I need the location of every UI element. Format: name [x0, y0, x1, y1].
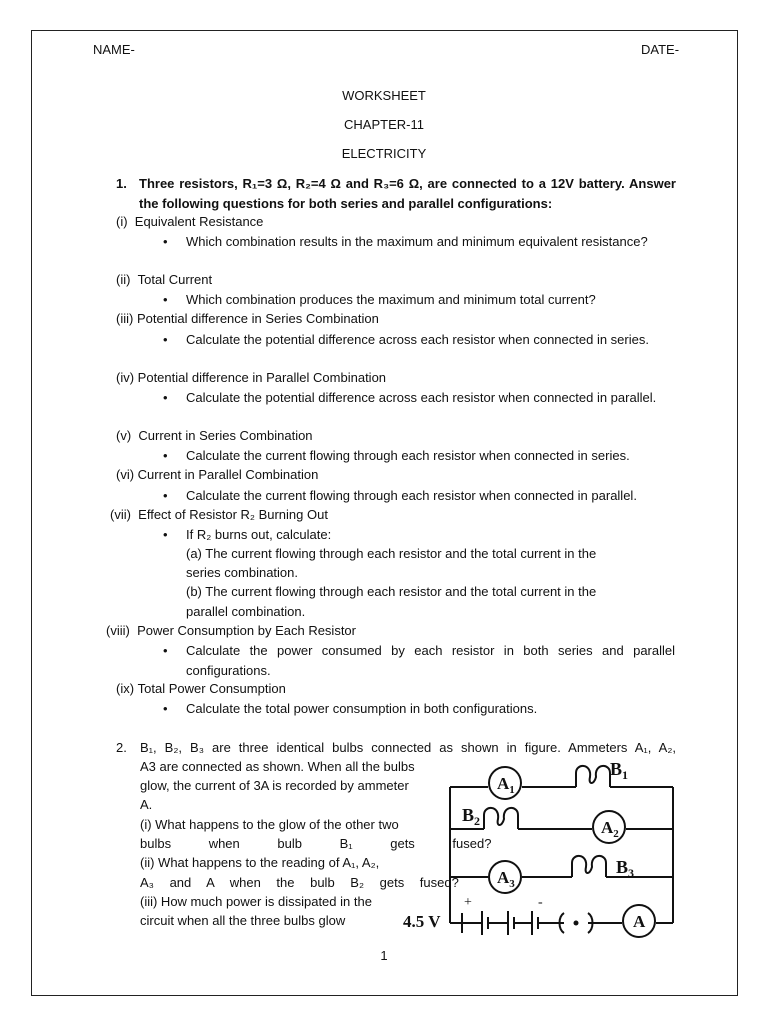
bulb-b3-icon — [572, 856, 606, 877]
part-v-title — [116, 426, 313, 446]
bulb-b1-label: $B_1$ — [610, 759, 629, 782]
part-title: Effect of Resistor R₂ Burning Out — [138, 507, 328, 522]
part-title: Current in Series Combination — [138, 428, 313, 443]
part-roman: (iv) — [116, 370, 135, 385]
bullet-icon: • — [163, 527, 168, 542]
part-iii-title — [116, 309, 379, 329]
question-2-line-6: bulbs when bulb B₁ gets fused? — [140, 836, 492, 851]
bullet-icon: • — [163, 292, 168, 307]
question-2-line-10: circuit when all the three bulbs glow — [140, 913, 346, 928]
part-iv-title — [116, 368, 386, 388]
chapter-title: CHAPTER-11 — [344, 117, 424, 132]
part-title: Current in Parallel Combination — [137, 467, 319, 482]
part-roman: (viii) — [106, 623, 130, 638]
question-text: Three resistors, R₁=3 Ω, R₂=4 Ω and R₃=6 Ω, are connected to a 12V battery. Answer the following questions for both series and parallel configurations: — [139, 176, 676, 211]
battery-plus-label: + — [464, 895, 472, 910]
part-title: Equivalent Resistance — [134, 214, 264, 229]
bullet-text: Calculate the current flowing through each resistor when connected in series. — [186, 448, 630, 463]
voltage-label: 4.5 V — [403, 912, 441, 931]
part-i-title — [116, 212, 263, 232]
bullet-icon: • — [163, 448, 168, 463]
question-2-line-4: A. — [140, 797, 153, 812]
battery-icon — [462, 911, 542, 935]
part-vi-title — [116, 465, 318, 485]
bullet-text: Calculate the potential difference across each resistor when connected in parallel. — [186, 390, 657, 405]
bullet-icon: • — [163, 390, 168, 405]
question-2-line-8: A₃ and A when the bulb B₂ gets fused? — [140, 875, 459, 890]
date-label: DATE- — [641, 42, 680, 57]
part-roman: (ix) — [116, 681, 135, 696]
bulb-b2-label: $B_2$ — [462, 805, 481, 828]
part-vii-extra-b: (b) The current flowing through each resistor and the total current in the — [186, 584, 597, 599]
ammeter-a3-label: $A_3$ — [497, 868, 515, 890]
worksheet-title: WORKSHEET — [342, 88, 426, 103]
part-title: Potential difference in Series Combination — [136, 311, 379, 326]
bullet-text: Calculate the total power consumption in both configurations. — [186, 701, 538, 716]
part-title: Total Power Consumption — [137, 681, 286, 696]
part-roman: (vii) — [110, 507, 131, 522]
battery-minus-label: - — [538, 895, 543, 910]
part-vii-title — [110, 505, 328, 525]
bullet-icon: • — [163, 488, 168, 503]
part-vii-extra-b-cont: parallel combination. — [186, 604, 306, 619]
part-roman: (v) — [116, 428, 132, 443]
part-title: Power Consumption by Each Resistor — [137, 623, 356, 638]
bullet-text: Which combination results in the maximum and minimum equivalent resistance? — [186, 234, 648, 249]
part-vii-extra-a: (a) The current flowing through each resistor and the total current in the — [186, 546, 597, 561]
bulb-b2-icon — [484, 808, 518, 829]
part-ii-title — [116, 270, 212, 290]
bullet-icon: • — [163, 234, 168, 249]
question-2-line-7: (ii) What happens to the reading of A₁, A₂, — [140, 855, 380, 870]
plug-key-icon — [560, 913, 593, 933]
bullet-text: Which combination produces the maximum and minimum total current? — [186, 292, 596, 307]
name-label: NAME- — [93, 42, 135, 57]
bullet-text: Calculate the power consumed by each resistor in both series and parallel configurations. — [186, 643, 675, 678]
page-number: 1 — [380, 948, 388, 963]
part-vii-extra-a-cont: series combination. — [186, 565, 298, 580]
question-2-line-1: B₁, B₂, B₃ are three identical bulbs connected as shown in figure. Ammeters A₁, A₂, — [140, 740, 676, 755]
part-roman: (iii) — [116, 311, 134, 326]
circuit-diagram — [398, 755, 688, 945]
part-roman: (i) — [116, 214, 128, 229]
bullet-icon: • — [163, 332, 168, 347]
part-viii-title — [106, 621, 356, 641]
part-roman: (vi) — [116, 467, 135, 482]
question-2-line-3: glow, the current of 3A is recorded by ammeter — [140, 778, 409, 793]
bullet-icon: • — [163, 701, 168, 716]
bulb-b3-label: $B_3$ — [616, 857, 635, 880]
bulb-b1-icon — [576, 766, 610, 787]
question-2-line-5: (i) What happens to the glow of the other two — [140, 817, 399, 832]
subject-title: ELECTRICITY — [341, 146, 427, 161]
part-roman: (ii) — [116, 272, 131, 287]
bullet-text: Calculate the potential difference across each resistor when connected in series. — [186, 332, 649, 347]
question-2-line-9: (iii) How much power is dissipated in the — [140, 894, 372, 909]
question-2-line-2: A3 are connected as shown. When all the bulbs — [140, 759, 415, 774]
question-2-number: 2. — [116, 740, 127, 755]
bullet-text: If R₂ burns out, calculate: — [186, 527, 332, 542]
part-title: Total Current — [137, 272, 213, 287]
ammeter-a1-label: $A_1$ — [497, 774, 515, 796]
bullet-text: Calculate the current flowing through each resistor when connected in parallel. — [186, 488, 637, 503]
bullet-icon: • — [163, 643, 168, 658]
part-ix-title — [116, 679, 286, 699]
ammeter-a-label: A — [633, 912, 646, 931]
ammeter-a2-label: $A_2$ — [601, 818, 619, 840]
part-title: Potential difference in Parallel Combination — [137, 370, 387, 385]
question-number: 1. — [116, 176, 127, 191]
